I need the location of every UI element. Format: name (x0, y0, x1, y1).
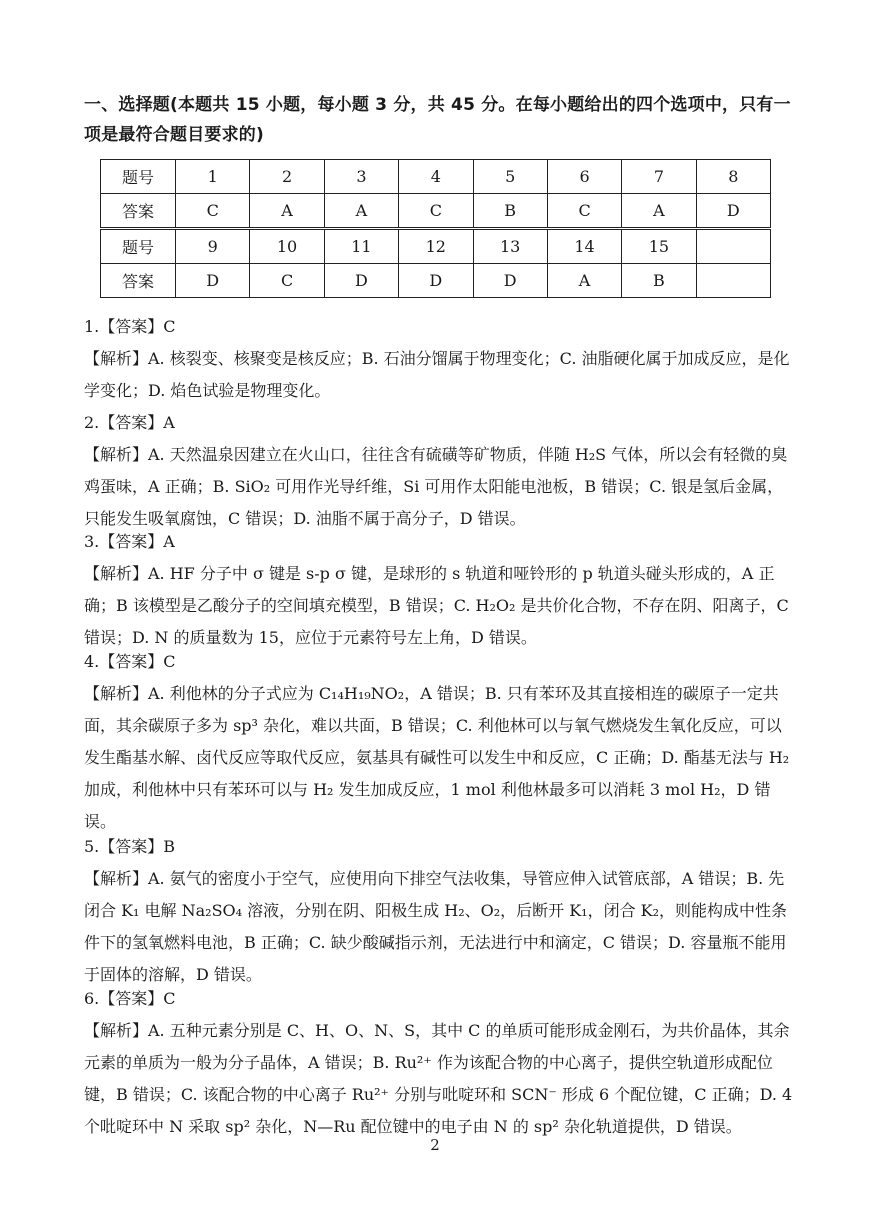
question-5-answer: 5.【答案】B (84, 837, 176, 856)
answer-cell: A (324, 194, 398, 228)
table-row (101, 230, 771, 264)
question-2 (84, 407, 794, 535)
question-2-analysis: 【解析】A. 天然温泉因建立在火山口，往往含有硫磺等矿物质，伴随 H₂S 气体，所以会有轻微的臭鸡蛋味，A 正确；B. SiO₂ 可用作光导纤维，Si 可用作太阳能电池板，B 错误；C. 银是氢后金属，只能发生吸氧腐蚀，C 错误；D. 油脂不属于高分子，D 错误。 (84, 445, 788, 528)
question-number: 4 (399, 160, 473, 194)
answer-cell: A (622, 194, 696, 228)
question-number: 13 (473, 230, 547, 264)
answer-table-2 (100, 229, 771, 298)
row-label-answer: 答案 (101, 194, 176, 228)
answer-cell: D (176, 264, 250, 298)
answer-cell: A (250, 194, 324, 228)
question-6-answer: 6.【答案】C (84, 989, 176, 1008)
question-number: 11 (324, 230, 398, 264)
question-number: 8 (696, 160, 770, 194)
answer-cell: D (399, 264, 473, 298)
question-6-analysis: 【解析】A. 五种元素分别是 C、H、O、N、S，其中 C 的单质可能形成金刚石，为共价晶体，其余元素的单质为一般为分子晶体，A 错误；B. Ru²⁺ 作为该配合物的中心离子，提供空轨道形成配位键，B 错误；C. 该配合物的中心离子 Ru²⁺ 分别与吡啶环和 SCN⁻ 形成 6 个配位键，C 正确；D. 4 个吡啶环中 N 采取 sp² 杂化，N—Ru 配位键中的电子由 N 的 sp² 杂化轨道提供，D 错误。 (84, 1021, 793, 1136)
question-5 (84, 831, 794, 991)
table-row (101, 160, 771, 194)
row-label-number: 题号 (101, 160, 176, 194)
question-3 (84, 526, 794, 654)
question-number: 6 (547, 160, 621, 194)
question-4 (84, 646, 794, 838)
question-number: 12 (399, 230, 473, 264)
page-number: 2 (430, 1136, 440, 1154)
answer-cell: C (547, 194, 621, 228)
answer-cell: C (399, 194, 473, 228)
question-4-answer: 4.【答案】C (84, 652, 176, 671)
question-number: 10 (250, 230, 324, 264)
answer-cell (696, 264, 770, 298)
answer-cell: B (622, 264, 696, 298)
question-number: 2 (250, 160, 324, 194)
row-label-answer: 答案 (101, 264, 176, 298)
table-row (101, 264, 771, 298)
answer-cell: B (473, 194, 547, 228)
question-number: 7 (622, 160, 696, 194)
question-1-answer: 1.【答案】C (84, 317, 176, 336)
answer-cell: D (696, 194, 770, 228)
question-1-analysis: 【解析】A. 核裂变、核聚变是核反应；B. 石油分馏属于物理变化；C. 油脂硬化属于加成反应，是化学变化；D. 焰色试验是物理变化。 (84, 349, 790, 400)
question-number: 15 (622, 230, 696, 264)
question-5-analysis: 【解析】A. 氨气的密度小于空气，应使用向下排空气法收集，导管应伸入试管底部，A 错误；B. 先闭合 K₁ 电解 Na₂SO₄ 溶液，分别在阴、阳极生成 H₂、O₂，后断开 K₁，闭合 K₂，则能构成中性条件下的氢氧燃料电池，B 正确；C. 缺少酸碱指示剂，无法进行中和滴定，C 错误；D. 容量瓶不能用于固体的溶解，D 错误。 (84, 869, 788, 984)
question-4-analysis: 【解析】A. 利他林的分子式应为 C₁₄H₁₉NO₂，A 错误；B. 只有苯环及其直接相连的碳原子一定共面，其余碳原子多为 sp³ 杂化，难以共面，B 错误；C. 利他林可以与氧气燃烧发生氧化反应，可以发生酯基水解、卤代反应等取代反应，氨基具有碱性可以发生中和反应，C 正确；D. 酯基无法与 H₂ 加成，利他林中只有苯环可以与 H₂ 发生加成反应，1 mol 利他林最多可以消耗 3 mol H₂，D 错误。 (84, 684, 790, 831)
question-2-answer: 2.【答案】A (84, 413, 175, 432)
answer-cell: C (176, 194, 250, 228)
section-heading: 一、选择题(本题共 15 小题，每小题 3 分，共 45 分。在每小题给出的四个选项中，只有一项是最符合题目要求的) (84, 95, 791, 145)
question-number: 14 (547, 230, 621, 264)
question-number: 5 (473, 160, 547, 194)
answer-cell: A (547, 264, 621, 298)
answer-cell: D (324, 264, 398, 298)
question-number: 9 (176, 230, 250, 264)
question-number: 3 (324, 160, 398, 194)
question-number (696, 230, 770, 264)
answer-cell: D (473, 264, 547, 298)
answer-cell: C (250, 264, 324, 298)
answer-table-1 (100, 159, 771, 228)
question-6 (84, 983, 794, 1143)
question-1 (84, 311, 794, 407)
table-row (101, 194, 771, 228)
question-3-analysis: 【解析】A. HF 分子中 σ 键是 s-p σ 键，是球形的 s 轨道和哑铃形的 p 轨道头碰头形成的，A 正确；B 该模型是乙酸分子的空间填充模型，B 错误；C. H₂O₂ 是共价化合物，不存在阴、阳离子，C 错误；D. N 的质量数为 15，应位于元素符号左上角，D 错误。 (84, 564, 789, 647)
question-3-answer: 3.【答案】A (84, 532, 175, 551)
question-number: 1 (176, 160, 250, 194)
row-label-number: 题号 (101, 230, 176, 264)
